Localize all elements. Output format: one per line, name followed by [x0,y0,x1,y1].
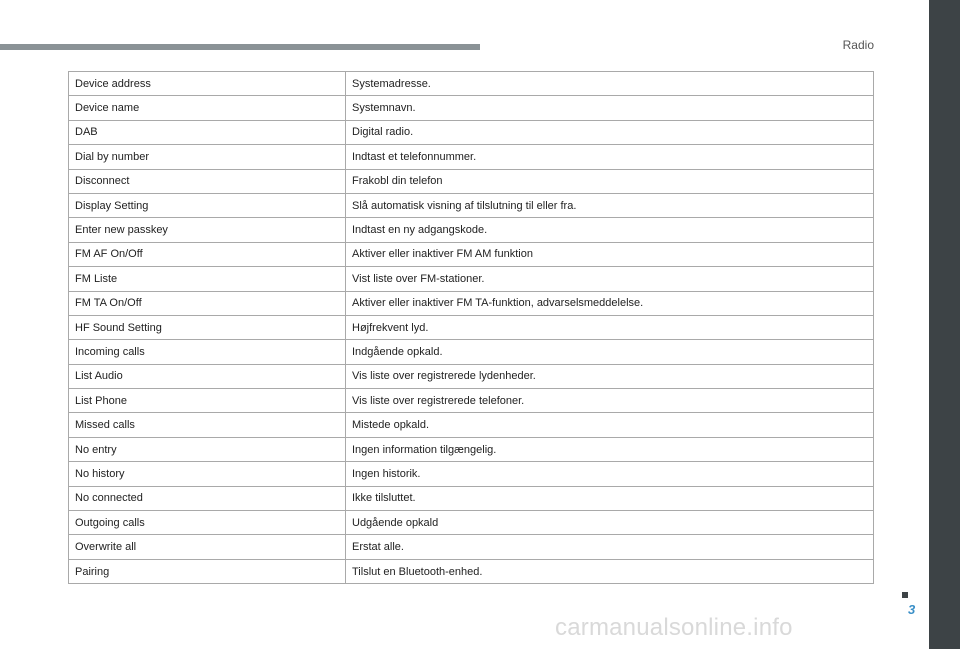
term-cell: List Phone [69,389,346,413]
page-number: 3 [908,602,916,617]
definition-cell: Frakobl din telefon [346,169,874,193]
definition-cell: Erstat alle. [346,535,874,559]
definition-cell: Digital radio. [346,120,874,144]
definition-cell: Systemadresse. [346,72,874,96]
term-cell: HF Sound Setting [69,315,346,339]
definition-cell: Vis liste over registrerede lydenheder. [346,364,874,388]
table-row [69,486,874,510]
glossary-table [68,71,874,584]
definition-cell: Ingen historik. [346,462,874,486]
term-cell: FM Liste [69,267,346,291]
term-cell: DAB [69,120,346,144]
term-cell: Device address [69,72,346,96]
definition-cell: Ikke tilsluttet. [346,486,874,510]
term-cell: FM AF On/Off [69,242,346,266]
table-row [69,413,874,437]
term-cell: Device name [69,96,346,120]
term-cell: No connected [69,486,346,510]
watermark: carmanualsonline.info [555,614,793,641]
table-row [69,511,874,535]
table-row [69,193,874,217]
table-row [69,315,874,339]
table-row [69,389,874,413]
term-cell: FM TA On/Off [69,291,346,315]
term-cell: Pairing [69,559,346,583]
page-marker [902,592,908,598]
definition-cell: Aktiver eller inaktiver FM AM funktion [346,242,874,266]
definition-cell: Indtast et telefonnummer. [346,145,874,169]
table-row [69,72,874,96]
glossary-body [69,72,874,584]
term-cell: Display Setting [69,193,346,217]
definition-cell: Mistede opkald. [346,413,874,437]
table-row [69,559,874,583]
table-row [69,120,874,144]
table-row [69,291,874,315]
definition-cell: Slå automatisk visning af tilslutning til eller fra. [346,193,874,217]
term-cell: Missed calls [69,413,346,437]
table-row [69,96,874,120]
term-cell: Overwrite all [69,535,346,559]
definition-cell: Højfrekvent lyd. [346,315,874,339]
term-cell: Enter new passkey [69,218,346,242]
term-cell: Dial by number [69,145,346,169]
term-cell: List Audio [69,364,346,388]
table-row [69,364,874,388]
definition-cell: Vis liste over registrerede telefoner. [346,389,874,413]
table-row [69,340,874,364]
table-row [69,218,874,242]
term-cell: Outgoing calls [69,511,346,535]
table-row [69,169,874,193]
definition-cell: Systemnavn. [346,96,874,120]
definition-cell: Ingen information tilgængelig. [346,437,874,461]
definition-cell: Indgående opkald. [346,340,874,364]
table-row [69,145,874,169]
term-cell: No entry [69,437,346,461]
table-row [69,535,874,559]
definition-cell: Indtast en ny adgangskode. [346,218,874,242]
definition-cell: Udgående opkald [346,511,874,535]
section-title: Radio [842,38,874,52]
definition-cell: Vist liste over FM-stationer. [346,267,874,291]
table-row [69,437,874,461]
table-row [69,462,874,486]
term-cell: Incoming calls [69,340,346,364]
term-cell: Disconnect [69,169,346,193]
table-row [69,242,874,266]
header-rule [0,44,480,50]
side-tab-bar [929,0,960,649]
table-row [69,267,874,291]
definition-cell: Aktiver eller inaktiver FM TA-funktion, advarselsmeddelelse. [346,291,874,315]
term-cell: No history [69,462,346,486]
definition-cell: Tilslut en Bluetooth-enhed. [346,559,874,583]
